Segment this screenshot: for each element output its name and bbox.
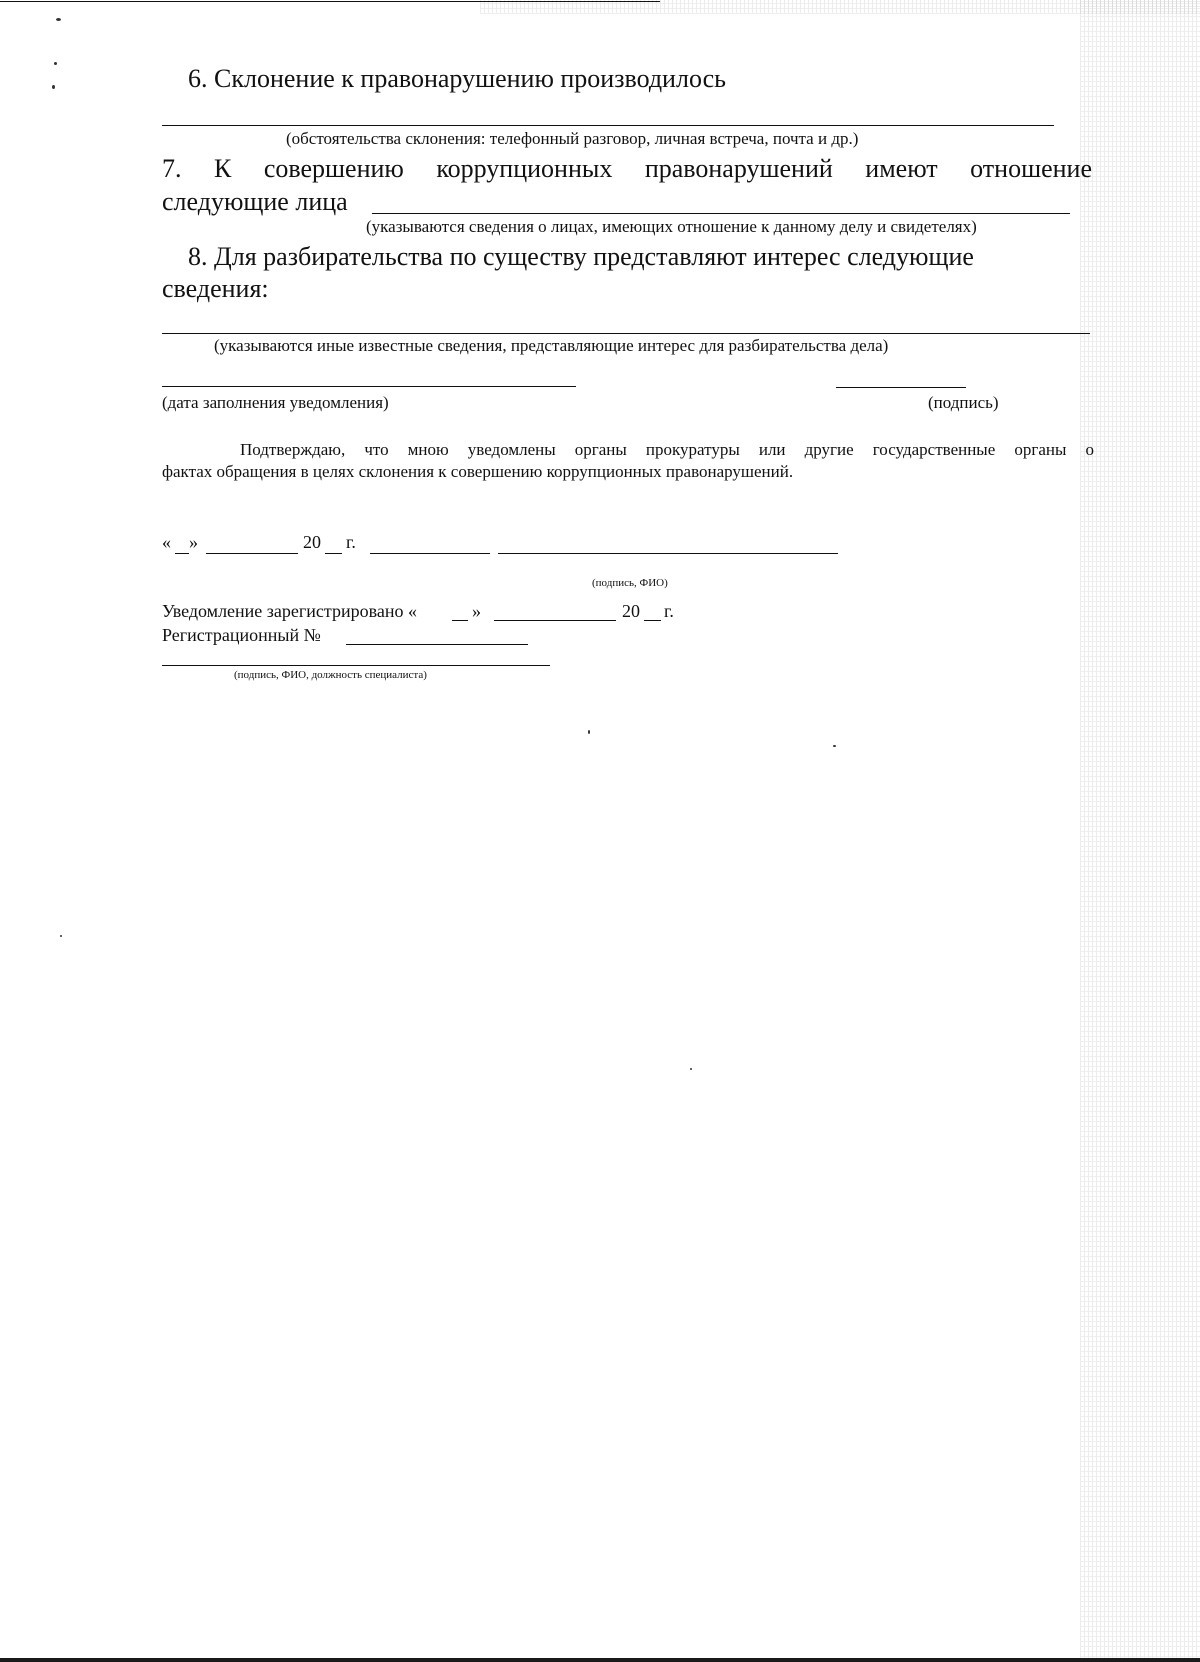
scan-speck bbox=[60, 935, 62, 937]
registered-label: Уведомление зарегистрировано « bbox=[162, 601, 417, 621]
date-open-quote: « bbox=[162, 532, 171, 552]
scan-speck bbox=[690, 1068, 692, 1070]
item7-line1: 7. К совершению коррупционных правонарушений имеют отношение bbox=[162, 154, 1092, 183]
registered-close-quote: » bbox=[472, 601, 481, 621]
scan-bottom-edge bbox=[0, 1658, 1200, 1662]
item8-line2: сведения: bbox=[162, 274, 269, 303]
reg-year-fill-line[interactable] bbox=[644, 620, 661, 621]
sign-fill-line-b[interactable] bbox=[498, 553, 838, 554]
signature-caption: (подпись) bbox=[928, 393, 999, 412]
day-fill-line[interactable] bbox=[175, 553, 189, 554]
date-caption: (дата заполнения уведомления) bbox=[162, 393, 389, 412]
reg-number-label: Регистрационный № bbox=[162, 625, 321, 645]
scan-speck bbox=[54, 62, 57, 65]
item6-caption: (обстоятельства склонения: телефонный разговор, личная встреча, почта и др.) bbox=[286, 129, 859, 148]
item7-line2: следующие лица bbox=[162, 187, 348, 216]
reg-year-prefix: 20 bbox=[622, 601, 640, 621]
confirmation-line2: фактах обращения в целях склонения к совершению коррупционных правонарушений. bbox=[162, 462, 794, 481]
sign-fill-line-a[interactable] bbox=[370, 553, 490, 554]
item7-fill-line[interactable] bbox=[372, 213, 1070, 214]
scan-noise-right bbox=[1080, 0, 1200, 1662]
date-line-caption: (подпись, ФИО) bbox=[592, 577, 668, 589]
scan-noise-top bbox=[480, 0, 1200, 14]
date-close-quote: » bbox=[189, 532, 198, 552]
confirmation-line1: Подтверждаю, что мною уведомлены органы прокуратуры или другие государственные органы о bbox=[240, 440, 1094, 459]
item8-line1: 8. Для разбирательства по существу представляют интерес следующие bbox=[188, 242, 974, 271]
specialist-caption: (подпись, ФИО, должность специалиста) bbox=[234, 669, 427, 681]
year-suffix: г. bbox=[346, 532, 356, 552]
scan-speck bbox=[52, 85, 55, 89]
scan-top-edge bbox=[0, 1, 660, 2]
reg-number-fill-line[interactable] bbox=[346, 644, 528, 645]
reg-day-fill-line[interactable] bbox=[452, 620, 468, 621]
year-fill-line[interactable] bbox=[325, 553, 342, 554]
item6-fill-line[interactable] bbox=[162, 125, 1054, 126]
month-fill-line[interactable] bbox=[206, 553, 298, 554]
item7-caption: (указываются сведения о лицах, имеющих отношение к данному делу и свидетелях) bbox=[366, 217, 977, 236]
item8-fill-line[interactable] bbox=[162, 333, 1090, 334]
scan-speck bbox=[588, 730, 590, 734]
specialist-fill-line[interactable] bbox=[162, 665, 550, 666]
scan-speck bbox=[56, 18, 61, 21]
item8-caption: (указываются иные известные сведения, представляющие интерес для разбирательства дела) bbox=[214, 336, 889, 355]
reg-year-suffix: г. bbox=[664, 601, 674, 621]
reg-month-fill-line[interactable] bbox=[494, 620, 616, 621]
date-fill-line[interactable] bbox=[162, 386, 576, 387]
signature-fill-line[interactable] bbox=[836, 387, 966, 388]
scan-speck bbox=[833, 745, 836, 747]
year-prefix: 20 bbox=[303, 532, 321, 552]
item6-text: 6. Склонение к правонарушению производилось bbox=[188, 64, 726, 93]
